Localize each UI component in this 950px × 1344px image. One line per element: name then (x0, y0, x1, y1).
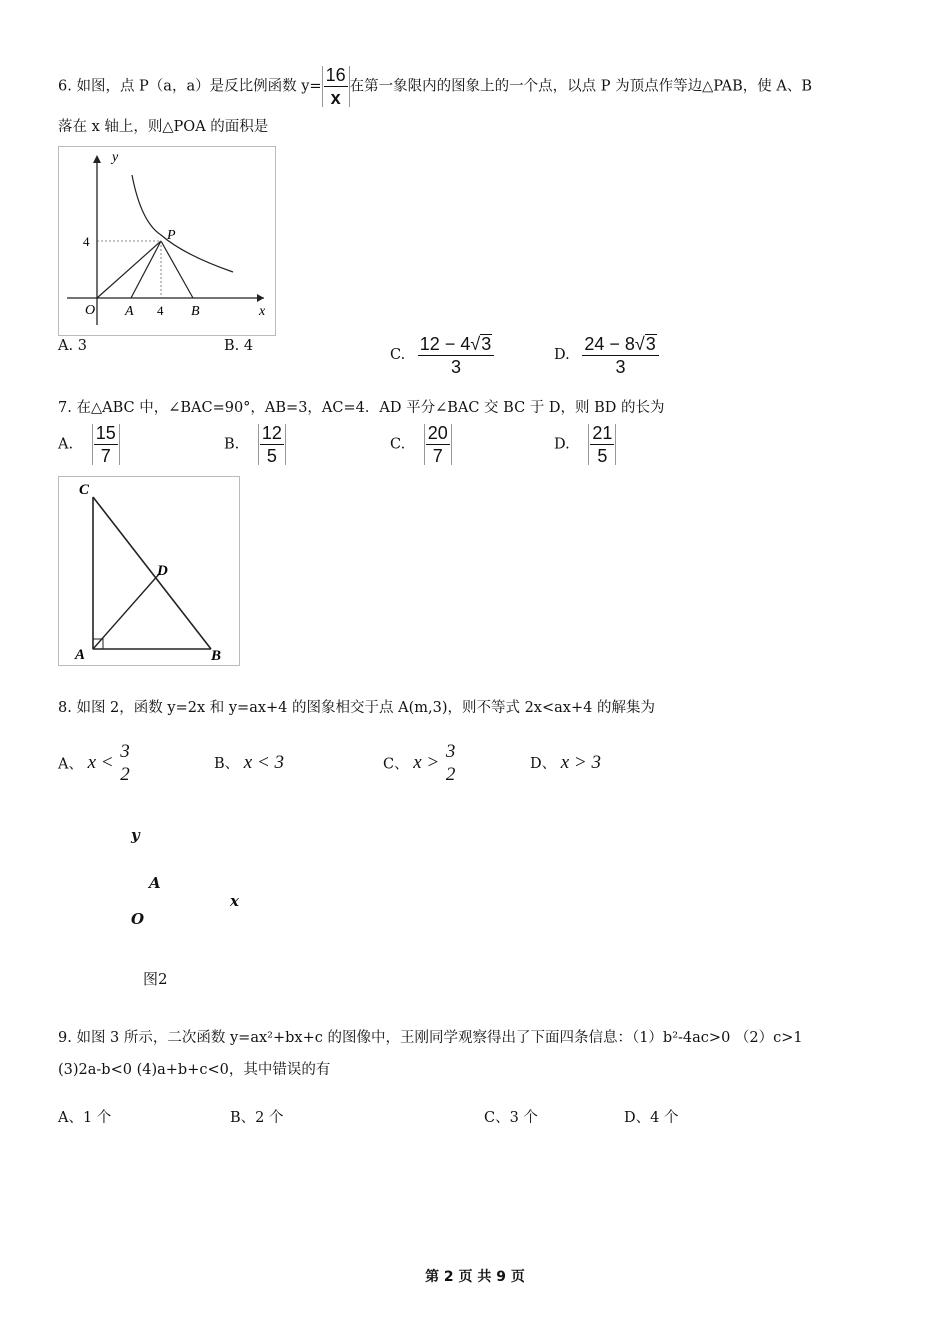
q6-figure (58, 146, 276, 336)
q6-line1 (58, 66, 812, 107)
q9-option-d: D、4 个 (624, 1110, 679, 1126)
q7-option-d: D. $\frac{21}{5}$ (554, 424, 616, 465)
q6-fig-label-B: B (191, 304, 200, 319)
q8-fig-caption: 图2 (143, 970, 168, 988)
q8-option-c: C、 x > 3 2 (383, 741, 456, 785)
q9-option-a: A、1 个 (58, 1110, 112, 1126)
q9-line2: (3)2a-b<0 (4)a+b+c<0，其中错误的有 (58, 1062, 331, 1078)
q7-fig-label-A: A (75, 647, 86, 663)
q7-fig-label-C: C (79, 482, 90, 498)
q6-prefix: 6. 如图，点 P（a，a）是反比例函数 y= (58, 78, 322, 95)
q6-fig-x-label: x (259, 304, 266, 319)
q6-suffix: 在第一象限内的图象上的一个点，以点 P 为顶点作等边△PAB，使 A、B (349, 78, 813, 95)
q8-option-a: A、 x < 3 2 (58, 741, 130, 785)
q6-fig-tick-y: 4 (83, 234, 90, 249)
q6-option-a: A. 3 (58, 338, 87, 354)
q6-fig-label-O: O (85, 303, 96, 318)
q8-fig-label-A: A (149, 874, 161, 892)
q7-fig-label-D: D (157, 563, 168, 579)
q6-fig-label-A: A (125, 304, 134, 319)
q8-text: 8. 如图 2，函数 y=2x 和 y=ax+4 的图象相交于点 A(m,3)，则不等式 2x<ax+4 的解集为 (58, 700, 655, 716)
q8-option-d: D、 x > 3 (530, 752, 602, 773)
q9-line1: 9. 如图 3 所示，二次函数 y=ax²+bx+c 的图像中，王刚同学观察得出了下面四条信息：（1）b²-4ac>0 （2）c>1 (58, 1030, 803, 1046)
q6-option-c: C. $\frac{12 - 4√3}{3}$ (390, 334, 494, 376)
q6-option-d: D. $\frac{24 - 8√3}{3}$ (554, 334, 659, 376)
q7-option-b: B. $\frac{12}{5}$ (224, 424, 286, 465)
q9-option-c: C、3 个 (484, 1110, 538, 1126)
q6-function-fraction: $\frac{16}{x}$ (322, 66, 350, 107)
q7-text: 7. 在△ABC 中，∠BAC=90°，AB=3，AC=4．AD 平分∠BAC 交 BC 于 D，则 BD 的长为 (58, 400, 665, 416)
q9-option-b: B、2 个 (230, 1110, 284, 1126)
q8-fig-label-y: y (131, 826, 140, 844)
q6-fig-y-label: y (112, 150, 119, 165)
q6-fig-tick-x: 4 (157, 303, 164, 318)
q8-fig-label-O: O (131, 910, 145, 928)
q6-line2: 落在 x 轴上，则△POA 的面积是 (58, 119, 269, 135)
q8-fig-label-x: x (230, 892, 239, 910)
q7-fig-label-B: B (211, 648, 222, 664)
page-footer: 第 2 页 共 9 页 (425, 1269, 525, 1285)
q7-option-a: A. $\frac{15}{7}$ (58, 424, 120, 465)
q6-fig-label-P: P (167, 228, 176, 243)
q7-option-c: C. $\frac{20}{7}$ (390, 424, 452, 465)
q7-figure (58, 476, 240, 666)
q6-option-b: B. 4 (224, 338, 254, 354)
q8-option-b: B、 x < 3 (214, 752, 285, 773)
